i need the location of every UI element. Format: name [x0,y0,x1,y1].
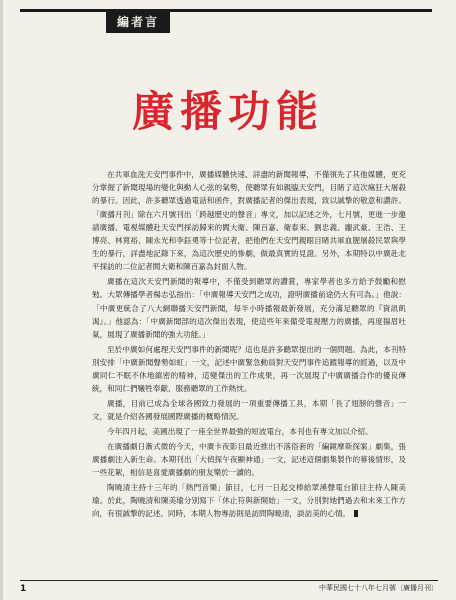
paragraph-last [92,481,406,521]
article-body [92,168,406,522]
issue-info: 中華民國七十八年七月號〔廣播月刊〕 [319,584,438,592]
paragraph: 廣播，目前已成為全球各國致力發展的一項重要傳播工具，本期「長了翅膀的聲音」一文，就是介紹各國發展國際廣播的概略情況。 [92,398,406,422]
top-rule [20,9,432,12]
paragraph: 廣播在這次天安門新聞的報導中，不僅受到聽眾的讚賞，專家學者也多方給予鼓勵和慰勉。大眾傳播學者楊志弘指出：「中廣報導天安門之成功，證明廣播前途仍大有可為。」他說：「中廣更統合了八大網聯播天安門新聞，每半小時播報最新發展，充分滿足聽眾的『資訊飢渴』。」他認為：「中廣新聞部的這次傑出表現，使這些年來備受電視壓力的廣播，再度揚眉吐氣，展現了廣播新聞的強大功能。」 [92,277,406,339]
end-of-article-mark [354,510,358,517]
footer-rule [20,580,438,581]
paragraph: 在共軍血洗天安門事件中，廣播媒體快速、詳盡的新聞報導，不僅領先了其他媒體，更充分掌握了新聞現場的變化與動人心弦的氣勢，使聽眾有如親臨天安門，目睹了這次瘋狂大屠殺的暴行。因此，許多聽眾透過電話和函件，對廣播記者的傑出表現，致以誠摯的敬意和讚許。「廣播月刊」除在六月號刊出「跨越歷史的聲音」專文，加以記述之外，七月號，更進一步邀請廣播、電視媒體赴天安門採訪歸來的閻大衛、陳百嘉、衛泰來、劉忠義、龐武豪、王浩、王博亮、林寬裕、陳永光和李鈺勇等十位記者，把他們在天安門親眼目睹共軍血腥屠殺民眾與學生的暴行，詳盡地記錄下來，為這次歷史的慘劇，做最真實的見證。另外，本期特以中廣赴北平採訪的二位記者閻大衛和陳百嘉為封面人物。 [92,170,406,272]
paragraph-text: 陶曉清主持十三年的「熱門音樂」節目，七月一日起交棒給眾溪聲電台節目主持人陳美瑜。於此，陶曉清和陳美瑜分別寫下「休止符與新開始」一文，分別對她們過去和未來工作方向，有很誠摯的記述。同時，本期人物專訪則是訪問陶曉清，談訪美的心情。 [92,482,406,519]
section-tag: 編者言 [106,12,170,33]
paragraph: 在廣播劇日漸式微的今天，中廣卡夜影目最近推出不落俗套的「編鏡摩斯探案」劇集，張廣播劇注入新生命。本期刊出「大偵探午夜顯神通」一文，記述這個劇集製作的幕後情形，及一些花絮，相信是喜愛廣播劇的朋友樂於一讀的。 [92,441,406,477]
article-title: 廣播功能 [131,87,324,136]
page-number: 1 [20,584,27,594]
paragraph: 今年四月起，美國出現了一座全世界最強的短波電台，本刊也有專文加以介紹。 [107,426,373,436]
paragraph: 至於中廣如何處理天安門事件的新聞呢？這也是許多聽眾提出的一個問題。為此，本刊特別安排「中廣新聞聲勢如虹」一文，記述中廣緊急動員對天安門事件追蹤報導的經過，以及中廣同仁不眠不休地縝密的精神，這變傑出的工作成果，再一次展現了中廣廣播合作的優良傳統，和同仁們犧牲奉獻、服務聽眾的工作熱忱。 [92,344,406,394]
